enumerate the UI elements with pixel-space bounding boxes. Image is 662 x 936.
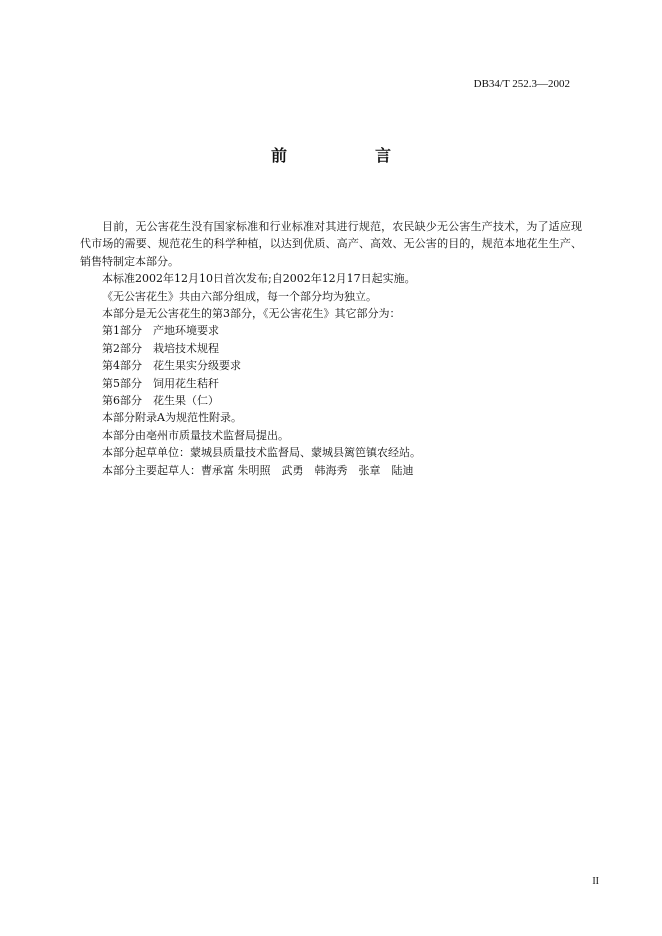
- intro-paragraph: 目前，无公害花生没有国家标准和行业标准对其进行规范，农民缺少无公害生产技术，为了适应现代市场的需要、规范花生的科学种植，以达到优质、高产、高效、无公害的目的，规范本地花生生产、销售特制定本部分。: [80, 220, 582, 268]
- proposer-paragraph: 本部分由亳州市质量技术监督局提出。: [102, 428, 289, 442]
- page-number: II: [592, 876, 599, 887]
- part-list-item: 第5部分 饲用花生秸秆: [102, 376, 219, 390]
- release-paragraph: 本标准2002年12月10日首次发布;自2002年12月17日起实施。: [102, 272, 416, 286]
- drafters-paragraph: 本部分主要起草人：曹承富 朱明照 武勇 韩海秀 张章 陆迪: [102, 463, 414, 477]
- appendix-paragraph: 本部分附录A为规范性附录。: [102, 411, 242, 425]
- part-list-item: 第2部分 栽培技术规程: [102, 341, 219, 355]
- part-list-item: 第1部分 产地环境要求: [102, 324, 219, 338]
- composition-paragraph: 《无公害花生》共由六部分组成，每一个部分均为独立。: [102, 289, 377, 303]
- this-part-paragraph: 本部分是无公害花生的第3部分，《无公害花生》其它部分为：: [102, 307, 401, 321]
- page-title: 前 言: [270, 146, 427, 165]
- part-list-item: 第6部分 花生果（仁）: [102, 394, 219, 408]
- document-body: [80, 218, 582, 479]
- part-list-item: 第4部分 花生果实分级要求: [102, 359, 241, 373]
- drafting-units-paragraph: 本部分起草单位：蒙城县质量技术监督局、蒙城县篱笆镇农经站。: [102, 446, 421, 460]
- standard-code: DB34/T 252.3—2002: [473, 78, 570, 90]
